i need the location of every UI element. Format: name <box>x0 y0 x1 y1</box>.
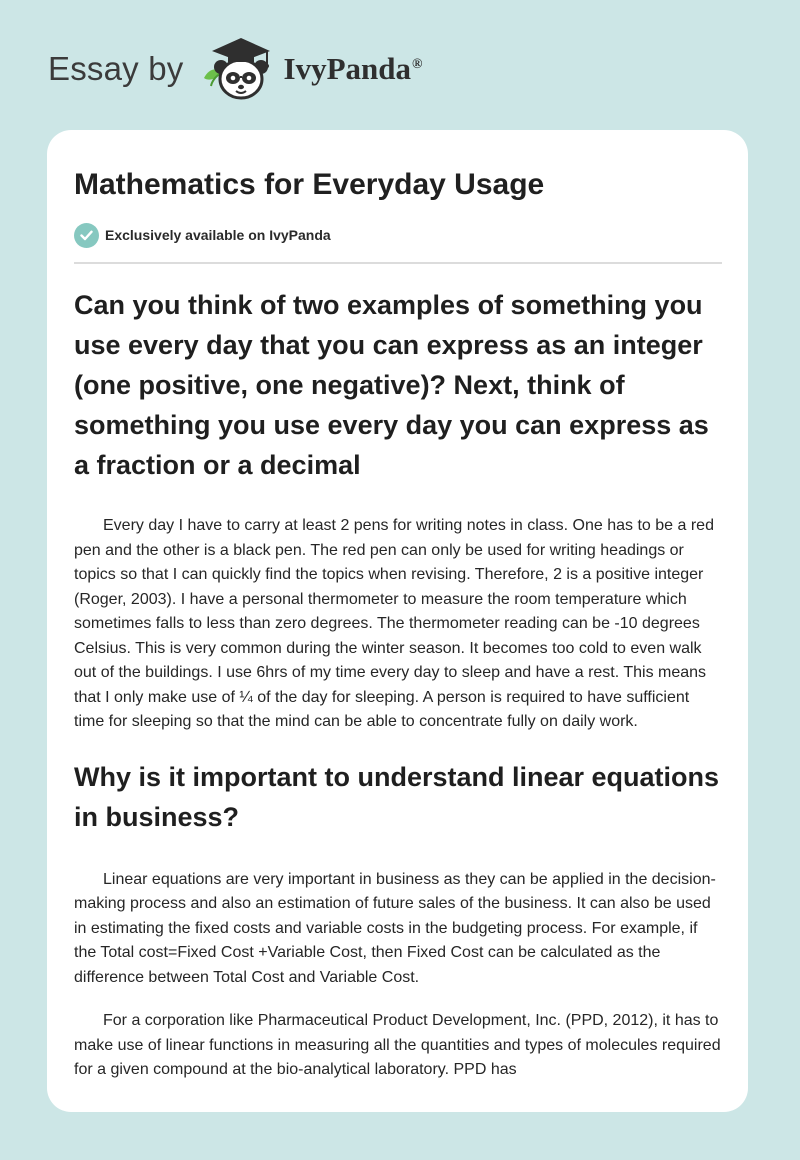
essay-card <box>47 130 748 1112</box>
divider <box>74 262 722 264</box>
exclusive-label: Exclusively available on IvyPanda <box>105 227 331 243</box>
paragraph: Linear equations are very important in business as they can be applied in the decision-making process and also an estimation of future sales of the business. It can also be used in estimating the fixed costs and variable costs in the budgeting process. For example, if the Total cost=Fixed Cost +Variable Cost, then Fixed Cost can be calculated as the difference between Total Cost and Variable Cost. <box>74 870 716 986</box>
section-heading-linear-equations: Why is it important to understand linear equations in business? <box>74 761 720 832</box>
check-icon <box>74 223 99 248</box>
panda-logo-icon <box>200 34 280 104</box>
exclusive-badge <box>74 222 722 248</box>
essay-title: Mathematics for Everyday Usage <box>74 168 545 201</box>
brand-name: IvyPanda® <box>283 51 423 86</box>
brand-prefix: Essay by <box>48 50 184 87</box>
section-heading-integers: Can you think of two examples of something you use every day that you can express as an integer (one positive, one negative)? Next, think of something you use every day you can express as a fraction or a decimal <box>74 290 709 480</box>
registered-mark: ® <box>411 56 423 72</box>
paragraph: For a corporation like Pharmaceutical Product Development, Inc. (PPD, 2012), it has to make use of linear functions in measuring all the quantities and types of molecules required for a given compound at the bio-analytical laboratory. PPD has <box>74 1012 721 1078</box>
brand-header[interactable] <box>48 34 422 104</box>
paragraph: Every day I have to carry at least 2 pens for writing notes in class. One has to be a red pen and the other is a black pen. The red pen can only be used for writing headings or topics so that I can quickly find the topics when revising. Therefore, 2 is a positive integer (Roger, 2003). I have a personal thermometer to measure the room temperature which sometimes falls to less than zero degrees. The thermometer reading can be -10 degrees Celsius. This is very common during the winter season. It becomes too cold to even walk out of the buildings. I use 6hrs of my time every day to sleep and have a rest. This means that I only make use of ¼ of the day for sleeping. A person is required to have sufficient time for sleeping so that the mind can be able to concentrate fully on daily work. <box>74 517 714 730</box>
